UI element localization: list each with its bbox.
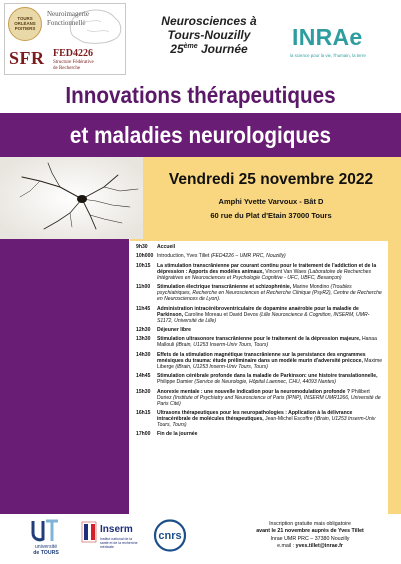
- schedule-text: [157, 306, 384, 324]
- main-title-line-1: Innovations thérapeutiques: [65, 82, 336, 108]
- schedule-row: [136, 263, 384, 281]
- talk-title: Ultrasons thérapeutiques pour les neuropathologies : Application à la délivrance intracérébrale de molécules thérapeutiques,: [157, 409, 353, 422]
- schedule-text: [157, 373, 384, 385]
- sfr-code: FED4226: [53, 48, 93, 59]
- speaker: Caroline Moreau et David Devos: [183, 311, 260, 318]
- info-line-1: Inscription gratuite mais obligatoire: [269, 521, 351, 527]
- inrae-logo: INRAe: [292, 24, 363, 50]
- schedule-text: [157, 410, 384, 428]
- schedule-row: [136, 336, 384, 348]
- talk-title: Stimulation électrique transcrânienne et schizophrénie,: [157, 284, 292, 291]
- edition-number: 25: [170, 42, 184, 56]
- talk-title: La stimulation transcrânienne par courant continu pour le traitement de l'addiction et de la dépression : Apports des modèles animaux,: [157, 262, 377, 275]
- schedule-time: 14h45: [136, 373, 151, 380]
- event-line-3: [130, 42, 288, 56]
- schedule-text: [157, 327, 384, 333]
- inserm-wordmark: Inserm: [100, 524, 133, 535]
- speaker: Jean-Michel Escoffre: [263, 415, 315, 422]
- affiliation: (Troubles psychiatriques, Recherche en Neurosciences et Recherche Clinique (PsyR2), Centre de Recherche en Neurosciences de Lyon).: [157, 284, 382, 303]
- seal-line-3: POITIERS: [14, 26, 36, 32]
- sfr-sub-line-2: de Recherche: [53, 66, 81, 71]
- info-line-3: Inrae UMR PRC – 37380 Nouzilly: [270, 535, 350, 542]
- event-line-1: Neurosciences à: [161, 14, 257, 28]
- schedule-time: 11h45: [136, 305, 151, 312]
- event-line-2: Tours-Nouzilly: [167, 28, 251, 42]
- speaker: Hanaa Mallouli: [157, 336, 377, 349]
- registration-info: [222, 521, 398, 551]
- info-line-2: [222, 528, 398, 535]
- speaker: Philibert Duriez: [157, 388, 370, 401]
- info-line-4: [222, 543, 398, 550]
- event-name: [130, 14, 288, 56]
- email-address[interactable]: yves.tillet@inrae.fr: [295, 543, 343, 550]
- schedule-text: [157, 244, 384, 250]
- affiliation: (Laboratoire de Recherches Intégratives en Neurosciences et Psychologie Cognitive - UFC, UBFC, Besançon): [157, 268, 372, 281]
- affiliation: (iBrain, U1253 Inserm-Univ Tours, Tours): [175, 342, 269, 349]
- schedule-text: [157, 431, 384, 437]
- seal-line-2: ORLÉANS: [14, 21, 36, 27]
- talk-title: Stimulation cérébrale profonde dans la maladie de Parkinson: une histoire translationnelle,: [157, 373, 378, 380]
- program-left-band: [0, 239, 129, 514]
- schedule-row: [136, 284, 384, 302]
- neuro-line-2: Fonctionnelle: [47, 19, 86, 27]
- affiliation: (Lille Neuroscience & Cognition, INSERM, UMR-S1172, Université de Lille): [157, 311, 370, 324]
- speaker: Vincent Van Waes: [263, 268, 308, 275]
- affiliation: (iBrain, U1253 Inserm-Univ Tours, Tours): [175, 363, 268, 370]
- speaker: Marine Mondino: [291, 284, 331, 291]
- venue-hall: Amphi Yvette Varvoux - Bât D: [218, 197, 324, 206]
- sfr-sub-line-1: Structure Fédérative: [53, 60, 94, 65]
- affiliation: (iBrain, U1253 Inserm-Univ Tours, Tours): [157, 415, 376, 428]
- schedule-row: [136, 389, 384, 407]
- program-right-band: [388, 239, 401, 514]
- sfr-logo: [4, 3, 126, 75]
- talk-title: Fin de la journée: [157, 431, 198, 438]
- talk-title: Stimulation ultrasonore transcrânienne pour le traitement de la dépression majeure,: [157, 336, 361, 343]
- schedule-time: 17h00: [136, 431, 151, 438]
- schedule-time: 16h15: [136, 409, 151, 416]
- talk-title: Effets de la stimulation magnétique transcrânienne sur la persistance des engrammes mnésiques du trauma: étude préliminaire dans un modèle murin d'adversité précoce,: [157, 351, 366, 364]
- talk-title: Accueil: [157, 244, 176, 250]
- talk-title: Déjeuner libre: [157, 326, 191, 333]
- schedule-row: [136, 306, 384, 324]
- schedule-row: [136, 352, 384, 370]
- schedule-time: 13h30: [136, 336, 151, 343]
- neuron-image: [0, 157, 143, 239]
- schedule-time: 12h30: [136, 326, 151, 333]
- edition-suffix: ème: [183, 43, 198, 50]
- event-date: Vendredi 25 novembre 2022: [168, 171, 374, 188]
- event-venue: [145, 195, 397, 223]
- schedule-text: [157, 336, 384, 348]
- neuro-line-1: Neuroimagerie: [47, 10, 89, 18]
- venue-address: 60 rue du Plat d'Etain 37000 Tours: [210, 211, 332, 220]
- schedule-time: 10h000: [136, 253, 154, 260]
- ut-line-2: [24, 550, 68, 556]
- tours-orleans-poitiers-seal: [8, 7, 42, 41]
- schedule-time: 10h15: [136, 262, 151, 269]
- cnrs-logo: [150, 519, 190, 552]
- sfr-neuro-text: [47, 10, 89, 28]
- schedule-time: 14h30: [136, 351, 151, 358]
- schedule-time: 9h30: [136, 244, 148, 250]
- seal-line-1: TOURS: [17, 16, 33, 21]
- main-title-line-2: et maladies neurologiques: [69, 122, 332, 148]
- inrae-tagline: la science pour la vie, l'humain, la terre: [290, 53, 366, 58]
- schedule-time: 11h00: [136, 284, 151, 291]
- talk-title: Anorexie mentale : une nouvelle indication pour la neuromodulation profonde ?: [157, 388, 351, 395]
- inserm-subtitle: Institut national de la santé et de la recherche médicale: [100, 537, 138, 549]
- affiliation: (Institute of Psychiatry and Neuroscience of Paris (IPNP), INSERM UMR1266, Université de Paris Cité): [157, 394, 381, 407]
- universite-tours-logo: [30, 519, 60, 543]
- schedule-text: [157, 284, 384, 302]
- program-schedule: [130, 239, 388, 514]
- schedule-text: [157, 263, 384, 281]
- ut-line-1: université: [34, 544, 58, 550]
- sfr-acronym: SFR: [9, 48, 45, 68]
- talk-title: Administration intracérébroventriculaire de dopamine anaérobie pour la maladie de Parkinson,: [157, 305, 359, 318]
- schedule-text: [157, 352, 384, 370]
- email-label: e.mail :: [277, 543, 296, 550]
- schedule-row: [136, 327, 384, 333]
- ut-line-2-bold: de TOURS: [33, 550, 59, 556]
- edition-word: Journée: [197, 42, 248, 56]
- speaker: Introduction, Yves Tillet: [157, 253, 211, 260]
- info-deadline: avant le 21 novembre auprès de Yves Tillet: [256, 528, 364, 535]
- schedule-row: [136, 373, 384, 385]
- schedule-row: [136, 410, 384, 428]
- schedule-time: 15h30: [136, 388, 151, 395]
- cnrs-wordmark: cnrs: [158, 530, 182, 542]
- universite-tours-text: [24, 544, 68, 556]
- schedule-row: [136, 244, 384, 250]
- affiliation: (Service de Neurologie, Hôpital Laennec, CHU, 44093 Nantes): [194, 379, 336, 386]
- affiliation: (FED4226 – UMR PRC, Nouzilly): [210, 253, 286, 260]
- schedule-text: [157, 389, 384, 407]
- speaker: Philippe Damier: [157, 379, 195, 386]
- sfr-subtitle: [53, 60, 94, 72]
- schedule-row: [136, 431, 384, 437]
- speaker: Maxime Liberge: [157, 357, 383, 370]
- schedule-row: [136, 253, 384, 259]
- schedule-text: [157, 253, 384, 259]
